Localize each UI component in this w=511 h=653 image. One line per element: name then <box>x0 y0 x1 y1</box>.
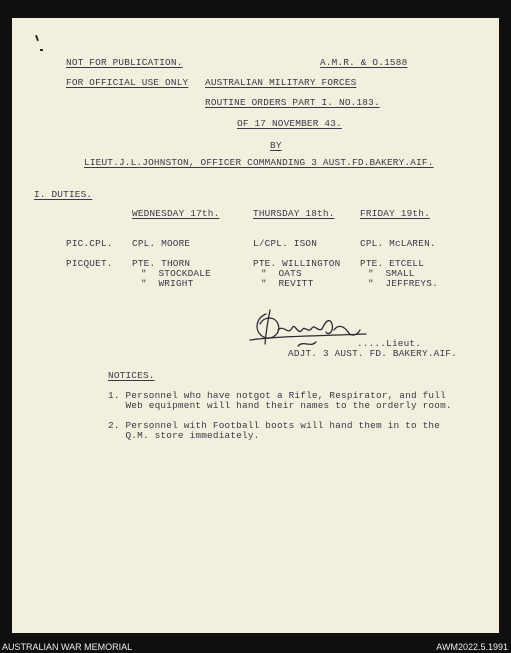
by-label: BY <box>270 140 282 151</box>
pic-cpl-friday: CPL. McLAREN. <box>360 238 436 249</box>
adjutant-title: ADJT. 3 AUST. FD. BAKERY.AIF. <box>288 348 457 359</box>
official-use-notice: FOR OFFICIAL USE ONLY <box>66 77 189 88</box>
column-friday: FRIDAY 19th. <box>360 208 430 219</box>
document-page <box>12 18 499 633</box>
notice-2-line-1: 2. Personnel with Football boots will hand them in to the <box>108 420 441 431</box>
lieut-signature-line: .....Lieut. <box>357 338 422 349</box>
notices-heading: NOTICES. <box>108 370 155 381</box>
picquet-wed-line-1: PTE. THORN <box>132 258 191 269</box>
archive-credit: AUSTRALIAN WAR MEMORIAL <box>2 642 133 652</box>
picquet-thu-line-1: PTE. WILLINGTON <box>253 258 341 269</box>
notice-1-line-1: 1. Personnel who have notgot a Rifle, Respirator, and full <box>108 390 446 401</box>
amr-reference: A.M.R. & O.1588 <box>320 57 408 68</box>
column-wednesday: WEDNESDAY 17th. <box>132 208 220 219</box>
notice-1-line-2: Web equipment will hand their names to the orderly room. <box>108 400 452 411</box>
issuing-officer: LIEUT.J.L.JOHNSTON, OFFICER COMMANDING 3 AUST.FD.BAKERY.AIF. <box>84 157 434 168</box>
order-date: OF 17 NOVEMBER 43. <box>237 118 342 129</box>
pic-cpl-thursday: L/CPL. ISON <box>253 238 318 249</box>
picquet-fri-line-2: " SMALL <box>368 268 415 279</box>
duties-heading: I. DUTIES. <box>34 189 93 200</box>
routine-orders-title: ROUTINE ORDERS PART I. NO.183. <box>205 97 380 108</box>
pic-cpl-label: PIC.CPL. <box>66 238 113 249</box>
picquet-wed-line-2: " STOCKDALE <box>141 268 211 279</box>
picquet-fri-line-1: PTE. ETCELL <box>360 258 425 269</box>
forces-title: AUSTRALIAN MILITARY FORCES <box>205 77 357 88</box>
pic-cpl-wednesday: CPL. MOORE <box>132 238 191 249</box>
picquet-thu-line-2: " OATS <box>261 268 302 279</box>
column-thursday: THURSDAY 18th. <box>253 208 335 219</box>
archive-reference: AWM2022.5.1991 <box>436 642 508 652</box>
handwritten-signature <box>248 306 374 352</box>
picquet-wed-line-3: " WRIGHT <box>141 278 194 289</box>
picquet-thu-line-3: " REVITT <box>261 278 314 289</box>
picquet-fri-line-3: " JEFFREYS. <box>368 278 438 289</box>
staple-mark <box>35 35 39 41</box>
notice-2-line-2: Q.M. store immediately. <box>108 430 260 441</box>
picquet-label: PICQUET. <box>66 258 113 269</box>
not-for-publication: NOT FOR PUBLICATION. <box>66 57 183 68</box>
punch-mark <box>40 49 43 51</box>
